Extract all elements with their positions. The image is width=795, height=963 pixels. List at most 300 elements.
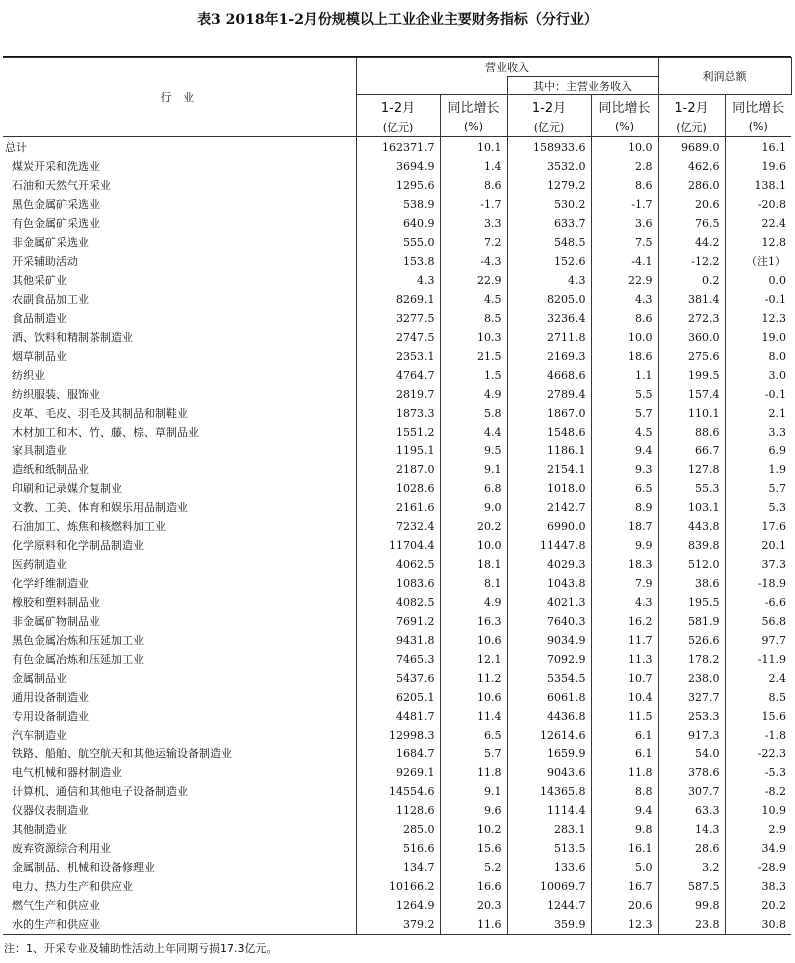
revenue-growth: 4.9 <box>440 594 507 613</box>
industry-name: 燃气生产和供应业 <box>3 897 356 916</box>
revenue-value: 1128.6 <box>356 802 440 821</box>
revenue-growth: 15.6 <box>440 840 507 859</box>
revenue-value: 4082.5 <box>356 594 440 613</box>
main-revenue-growth: 16.2 <box>591 612 658 631</box>
table-row <box>3 764 791 783</box>
main-revenue-value: 4021.3 <box>507 594 591 613</box>
main-revenue-growth: 8.8 <box>591 783 658 802</box>
revenue-growth: 7.2 <box>440 234 507 253</box>
main-revenue-value: 359.9 <box>507 915 591 934</box>
profit-growth: 12.3 <box>725 309 791 328</box>
profit-growth: 20.2 <box>725 897 791 916</box>
profit-growth: 38.3 <box>725 878 791 897</box>
table-row <box>3 366 791 385</box>
profit-growth: 34.9 <box>725 840 791 859</box>
revenue-growth: 9.1 <box>440 783 507 802</box>
revenue-value: 10166.2 <box>356 878 440 897</box>
revenue-growth: 20.3 <box>440 897 507 916</box>
revenue-value: 1873.3 <box>356 404 440 423</box>
profit-value: 20.6 <box>658 196 725 215</box>
industry-name: 食品制造业 <box>3 309 356 328</box>
main-revenue-growth: -4.1 <box>591 253 658 272</box>
revenue-growth: 5.7 <box>440 745 507 764</box>
industry-name: 煤炭开采和洗选业 <box>3 158 356 177</box>
revenue-growth: 8.1 <box>440 575 507 594</box>
revenue-growth: -4.3 <box>440 253 507 272</box>
main-revenue-value: 2169.3 <box>507 347 591 366</box>
profit-value: 286.0 <box>658 177 725 196</box>
industry-name: 计算机、通信和其他电子设备制造业 <box>3 783 356 802</box>
main-revenue-value: 633.7 <box>507 215 591 234</box>
rev-unit: (亿元) <box>356 117 440 137</box>
main-period-header: 1-2月 <box>507 95 591 118</box>
revenue-growth: 10.3 <box>440 328 507 347</box>
industry-name: 木材加工和木、竹、藤、棕、草制品业 <box>3 423 356 442</box>
revenue-growth: 10.6 <box>440 631 507 650</box>
table-row <box>3 556 791 575</box>
main-revenue-growth: 6.1 <box>591 726 658 745</box>
revenue-value: 7232.4 <box>356 518 440 537</box>
table-row <box>3 177 791 196</box>
table-row <box>3 461 791 480</box>
table-row <box>3 537 791 556</box>
industry-name: 总计 <box>3 137 356 158</box>
main-revenue-value: 1279.2 <box>507 177 591 196</box>
main-revenue-growth: 7.5 <box>591 234 658 253</box>
profit-value: 238.0 <box>658 669 725 688</box>
table-row <box>3 518 791 537</box>
revenue-value: 5437.6 <box>356 669 440 688</box>
profit-growth: 30.8 <box>725 915 791 934</box>
main-revenue-growth: 9.8 <box>591 821 658 840</box>
profit-value: 307.7 <box>658 783 725 802</box>
main-revenue-growth: 16.1 <box>591 840 658 859</box>
industry-name: 金属制品业 <box>3 669 356 688</box>
main-revenue-growth: 11.7 <box>591 631 658 650</box>
main-revenue-growth: 18.7 <box>591 518 658 537</box>
main-revenue-value: 5354.5 <box>507 669 591 688</box>
revenue-value: 379.2 <box>356 915 440 934</box>
industry-name: 文教、工美、体育和娱乐用品制造业 <box>3 499 356 518</box>
main-revenue-growth: 18.3 <box>591 556 658 575</box>
revenue-growth: 1.5 <box>440 366 507 385</box>
table-row <box>3 669 791 688</box>
industry-name: 橡胶和塑料制品业 <box>3 594 356 613</box>
main-revenue-growth: 9.4 <box>591 442 658 461</box>
revenue-value: 6205.1 <box>356 688 440 707</box>
main-revenue-value: 513.5 <box>507 840 591 859</box>
profit-growth: 0.0 <box>725 272 791 291</box>
main-revenue-growth: 10.4 <box>591 688 658 707</box>
table-row <box>3 878 791 897</box>
profit-value: 66.7 <box>658 442 725 461</box>
profit-growth: -6.6 <box>725 594 791 613</box>
revenue-growth: 10.2 <box>440 821 507 840</box>
industry-name: 水的生产和供应业 <box>3 915 356 934</box>
revenue-value: 162371.7 <box>356 137 440 158</box>
profit-growth: -0.1 <box>725 385 791 404</box>
table-row <box>3 897 791 916</box>
main-revenue-value: 12614.6 <box>507 726 591 745</box>
main-revenue-growth: 11.8 <box>591 764 658 783</box>
revenue-value: 1551.2 <box>356 423 440 442</box>
rev-period-header: 1-2月 <box>356 95 440 118</box>
main-revenue-value: 4436.8 <box>507 707 591 726</box>
profit-growth: -18.9 <box>725 575 791 594</box>
main-revenue-growth: 1.1 <box>591 366 658 385</box>
revenue-value: 2187.0 <box>356 461 440 480</box>
profit-growth: 20.1 <box>725 537 791 556</box>
industry-name: 电气机械和器材制造业 <box>3 764 356 783</box>
revenue-value: 2747.5 <box>356 328 440 347</box>
table-row <box>3 575 791 594</box>
revenue-value: 1195.1 <box>356 442 440 461</box>
table-row <box>3 650 791 669</box>
main-unit: (亿元) <box>507 117 591 137</box>
revenue-growth: 9.5 <box>440 442 507 461</box>
industry-name: 烟草制品业 <box>3 347 356 366</box>
table-row <box>3 726 791 745</box>
revenue-value: 7465.3 <box>356 650 440 669</box>
profit-growth: （注1） <box>725 253 791 272</box>
revenue-growth: 11.6 <box>440 915 507 934</box>
revenue-value: 153.8 <box>356 253 440 272</box>
industry-name: 农副食品加工业 <box>3 291 356 310</box>
main-revenue-value: 1548.6 <box>507 423 591 442</box>
profit-value: 14.3 <box>658 821 725 840</box>
main-revenue-value: 283.1 <box>507 821 591 840</box>
industry-name: 非金属矿采选业 <box>3 234 356 253</box>
revenue-value: 12998.3 <box>356 726 440 745</box>
profit-growth: -0.1 <box>725 291 791 310</box>
main-revenue-value: 1244.7 <box>507 897 591 916</box>
revenue-growth: 1.4 <box>440 158 507 177</box>
profit-value: 38.6 <box>658 575 725 594</box>
profit-growth: 6.9 <box>725 442 791 461</box>
industry-name: 其他采矿业 <box>3 272 356 291</box>
main-revenue-value: 1867.0 <box>507 404 591 423</box>
profit-value: 587.5 <box>658 878 725 897</box>
table-row <box>3 480 791 499</box>
main-revenue-value: 3532.0 <box>507 158 591 177</box>
profit-value: 55.3 <box>658 480 725 499</box>
main-revenue-growth: 5.5 <box>591 385 658 404</box>
profit-value: 275.6 <box>658 347 725 366</box>
profit-value: 512.0 <box>658 556 725 575</box>
table-row <box>3 499 791 518</box>
revenue-value: 2161.6 <box>356 499 440 518</box>
industry-name: 石油和天然气开采业 <box>3 177 356 196</box>
industry-name: 非金属矿物制品业 <box>3 612 356 631</box>
main-revenue-growth: 3.6 <box>591 215 658 234</box>
table-row <box>3 196 791 215</box>
profit-growth: 97.7 <box>725 631 791 650</box>
profit-growth: 19.0 <box>725 328 791 347</box>
profit-value: 0.2 <box>658 272 725 291</box>
table-row <box>3 328 791 347</box>
revenue-growth: 5.8 <box>440 404 507 423</box>
profit-value: 443.8 <box>658 518 725 537</box>
main-revenue-value: 4668.6 <box>507 366 591 385</box>
revenue-value: 11704.4 <box>356 537 440 556</box>
revenue-value: 1264.9 <box>356 897 440 916</box>
profit-growth: 2.9 <box>725 821 791 840</box>
profit-value: 23.8 <box>658 915 725 934</box>
profit-growth: 12.8 <box>725 234 791 253</box>
profit-growth: -22.3 <box>725 745 791 764</box>
revenue-value: 1083.6 <box>356 575 440 594</box>
revenue-growth: 10.1 <box>440 137 507 158</box>
main-revenue-value: 4029.3 <box>507 556 591 575</box>
industry-name: 家具制造业 <box>3 442 356 461</box>
main-revenue-growth: 11.5 <box>591 707 658 726</box>
revenue-growth: 8.6 <box>440 177 507 196</box>
profit-value: 44.2 <box>658 234 725 253</box>
main-revenue-header: 其中：主营业务收入 <box>507 77 658 95</box>
profit-growth: -11.9 <box>725 650 791 669</box>
profit-growth: 56.8 <box>725 612 791 631</box>
main-revenue-growth: 10.0 <box>591 328 658 347</box>
main-revenue-growth: 8.6 <box>591 309 658 328</box>
profit-value: 110.1 <box>658 404 725 423</box>
profit-value: 378.6 <box>658 764 725 783</box>
revenue-value: 555.0 <box>356 234 440 253</box>
profit-growth: 15.6 <box>725 707 791 726</box>
industry-name: 通用设备制造业 <box>3 688 356 707</box>
industry-name: 专用设备制造业 <box>3 707 356 726</box>
table-row <box>3 158 791 177</box>
revenue-growth: 4.9 <box>440 385 507 404</box>
main-revenue-value: 1186.1 <box>507 442 591 461</box>
table-row <box>3 234 791 253</box>
main-revenue-value: 11447.8 <box>507 537 591 556</box>
profit-growth-header: 同比增长 <box>725 95 791 118</box>
table-row <box>3 821 791 840</box>
table-row <box>3 783 791 802</box>
revenue-header: 营业收入 <box>356 58 658 77</box>
footnote: 注：1、开采专业及辅助性活动上年同期亏损17.3亿元。 <box>4 942 278 955</box>
profit-value: 127.8 <box>658 461 725 480</box>
table-row <box>3 688 791 707</box>
profit-growth: 10.9 <box>725 802 791 821</box>
revenue-growth: 8.5 <box>440 309 507 328</box>
profit-growth: 5.7 <box>725 480 791 499</box>
main-revenue-value: 9034.9 <box>507 631 591 650</box>
main-revenue-value: 4.3 <box>507 272 591 291</box>
industry-name: 电力、热力生产和供应业 <box>3 878 356 897</box>
rev-growth-unit: (%) <box>440 117 507 137</box>
main-revenue-value: 1659.9 <box>507 745 591 764</box>
revenue-growth: 6.5 <box>440 726 507 745</box>
revenue-growth: 9.1 <box>440 461 507 480</box>
profit-period-header: 1-2月 <box>658 95 725 118</box>
profit-value: 9689.0 <box>658 137 725 158</box>
main-growth-header: 同比增长 <box>591 95 658 118</box>
main-revenue-growth: 4.5 <box>591 423 658 442</box>
revenue-growth: -1.7 <box>440 196 507 215</box>
profit-growth: 3.3 <box>725 423 791 442</box>
revenue-growth: 10.6 <box>440 688 507 707</box>
industry-name: 有色金属冶炼和压延加工业 <box>3 650 356 669</box>
main-revenue-value: 1043.8 <box>507 575 591 594</box>
table-row <box>3 859 791 878</box>
main-revenue-growth: 5.0 <box>591 859 658 878</box>
table-row <box>3 309 791 328</box>
profit-unit: (亿元) <box>658 117 725 137</box>
profit-value: 195.5 <box>658 594 725 613</box>
revenue-value: 516.6 <box>356 840 440 859</box>
industry-name: 印刷和记录媒介复制业 <box>3 480 356 499</box>
revenue-growth: 9.0 <box>440 499 507 518</box>
revenue-value: 2353.1 <box>356 347 440 366</box>
main-revenue-growth: 6.1 <box>591 745 658 764</box>
main-revenue-growth: 11.3 <box>591 650 658 669</box>
profit-value: 63.3 <box>658 802 725 821</box>
main-revenue-value: 3236.4 <box>507 309 591 328</box>
industry-name: 皮革、毛皮、羽毛及其制品和制鞋业 <box>3 404 356 423</box>
revenue-value: 9431.8 <box>356 631 440 650</box>
profit-value: -12.2 <box>658 253 725 272</box>
profit-value: 839.8 <box>658 537 725 556</box>
industry-name: 纺织服装、服饰业 <box>3 385 356 404</box>
industry-name: 纺织业 <box>3 366 356 385</box>
rev-growth-header: 同比增长 <box>440 95 507 118</box>
industry-name: 造纸和纸制品业 <box>3 461 356 480</box>
revenue-value: 3694.9 <box>356 158 440 177</box>
profit-growth-unit: (%) <box>725 117 791 137</box>
profit-growth: 37.3 <box>725 556 791 575</box>
profit-value: 157.4 <box>658 385 725 404</box>
revenue-value: 640.9 <box>356 215 440 234</box>
industry-name: 有色金属矿采选业 <box>3 215 356 234</box>
revenue-growth: 10.0 <box>440 537 507 556</box>
industry-name: 酒、饮料和精制茶制造业 <box>3 328 356 347</box>
main-revenue-value: 6990.0 <box>507 518 591 537</box>
profit-growth: 22.4 <box>725 215 791 234</box>
profit-value: 581.9 <box>658 612 725 631</box>
table-row <box>3 385 791 404</box>
profit-value: 99.8 <box>658 897 725 916</box>
revenue-growth: 11.2 <box>440 669 507 688</box>
table-row <box>3 745 791 764</box>
revenue-growth: 4.4 <box>440 423 507 442</box>
revenue-value: 1028.6 <box>356 480 440 499</box>
industry-name: 开采辅助活动 <box>3 253 356 272</box>
profit-growth: -5.3 <box>725 764 791 783</box>
main-revenue-value: 1018.0 <box>507 480 591 499</box>
profit-growth: -28.9 <box>725 859 791 878</box>
revenue-growth: 3.3 <box>440 215 507 234</box>
main-revenue-value: 9043.6 <box>507 764 591 783</box>
profit-value: 54.0 <box>658 745 725 764</box>
table-row <box>3 840 791 859</box>
profit-growth: 5.3 <box>725 499 791 518</box>
industry-name: 金属制品、机械和设备修理业 <box>3 859 356 878</box>
main-revenue-growth: 6.5 <box>591 480 658 499</box>
profit-growth: -1.8 <box>725 726 791 745</box>
main-revenue-growth: 9.9 <box>591 537 658 556</box>
financial-indicators-table <box>3 57 792 935</box>
main-growth-unit: (%) <box>591 117 658 137</box>
main-revenue-value: 10069.7 <box>507 878 591 897</box>
main-revenue-growth: 9.3 <box>591 461 658 480</box>
revenue-growth: 9.6 <box>440 802 507 821</box>
main-revenue-growth: 4.3 <box>591 291 658 310</box>
table-row <box>3 137 791 158</box>
revenue-value: 9269.1 <box>356 764 440 783</box>
profit-value: 272.3 <box>658 309 725 328</box>
industry-name: 化学纤维制造业 <box>3 575 356 594</box>
main-revenue-growth: 8.9 <box>591 499 658 518</box>
main-revenue-value: 7092.9 <box>507 650 591 669</box>
table-row <box>3 915 791 934</box>
table-row <box>3 291 791 310</box>
main-revenue-value: 1114.4 <box>507 802 591 821</box>
profit-value: 199.5 <box>658 366 725 385</box>
revenue-growth: 11.4 <box>440 707 507 726</box>
revenue-value: 1684.7 <box>356 745 440 764</box>
revenue-value: 4062.5 <box>356 556 440 575</box>
revenue-growth: 22.9 <box>440 272 507 291</box>
profit-value: 327.7 <box>658 688 725 707</box>
profit-value: 253.3 <box>658 707 725 726</box>
main-revenue-value: 7640.3 <box>507 612 591 631</box>
revenue-value: 8269.1 <box>356 291 440 310</box>
table-row <box>3 707 791 726</box>
profit-growth: 17.6 <box>725 518 791 537</box>
profit-growth: 16.1 <box>725 137 791 158</box>
industry-name: 化学原料和化学制品制造业 <box>3 537 356 556</box>
table-row <box>3 347 791 366</box>
main-revenue-value: 8205.0 <box>507 291 591 310</box>
main-revenue-value: 14365.8 <box>507 783 591 802</box>
revenue-value: 7691.2 <box>356 612 440 631</box>
main-revenue-growth: 18.6 <box>591 347 658 366</box>
profit-growth: 19.6 <box>725 158 791 177</box>
profit-value: 88.6 <box>658 423 725 442</box>
industry-name: 汽车制造业 <box>3 726 356 745</box>
revenue-value: 2819.7 <box>356 385 440 404</box>
profit-header: 利润总额 <box>658 58 791 95</box>
profit-value: 76.5 <box>658 215 725 234</box>
main-revenue-growth: 9.4 <box>591 802 658 821</box>
industry-name: 仪器仪表制造业 <box>3 802 356 821</box>
table-row <box>3 253 791 272</box>
profit-growth: 2.1 <box>725 404 791 423</box>
revenue-value: 1295.6 <box>356 177 440 196</box>
main-revenue-value: 133.6 <box>507 859 591 878</box>
profit-value: 360.0 <box>658 328 725 347</box>
revenue-value: 4481.7 <box>356 707 440 726</box>
revenue-value: 14554.6 <box>356 783 440 802</box>
revenue-value: 285.0 <box>356 821 440 840</box>
profit-value: 462.6 <box>658 158 725 177</box>
profit-value: 103.1 <box>658 499 725 518</box>
profit-growth: 138.1 <box>725 177 791 196</box>
profit-growth: 3.0 <box>725 366 791 385</box>
main-revenue-growth: 10.0 <box>591 137 658 158</box>
main-revenue-growth: 2.8 <box>591 158 658 177</box>
profit-value: 526.6 <box>658 631 725 650</box>
main-revenue-growth: 16.7 <box>591 878 658 897</box>
industry-header: 行 业 <box>3 58 356 137</box>
main-revenue-value: 2711.8 <box>507 328 591 347</box>
revenue-growth: 21.5 <box>440 347 507 366</box>
profit-growth: 2.4 <box>725 669 791 688</box>
revenue-value: 4764.7 <box>356 366 440 385</box>
revenue-value: 3277.5 <box>356 309 440 328</box>
profit-value: 917.3 <box>658 726 725 745</box>
